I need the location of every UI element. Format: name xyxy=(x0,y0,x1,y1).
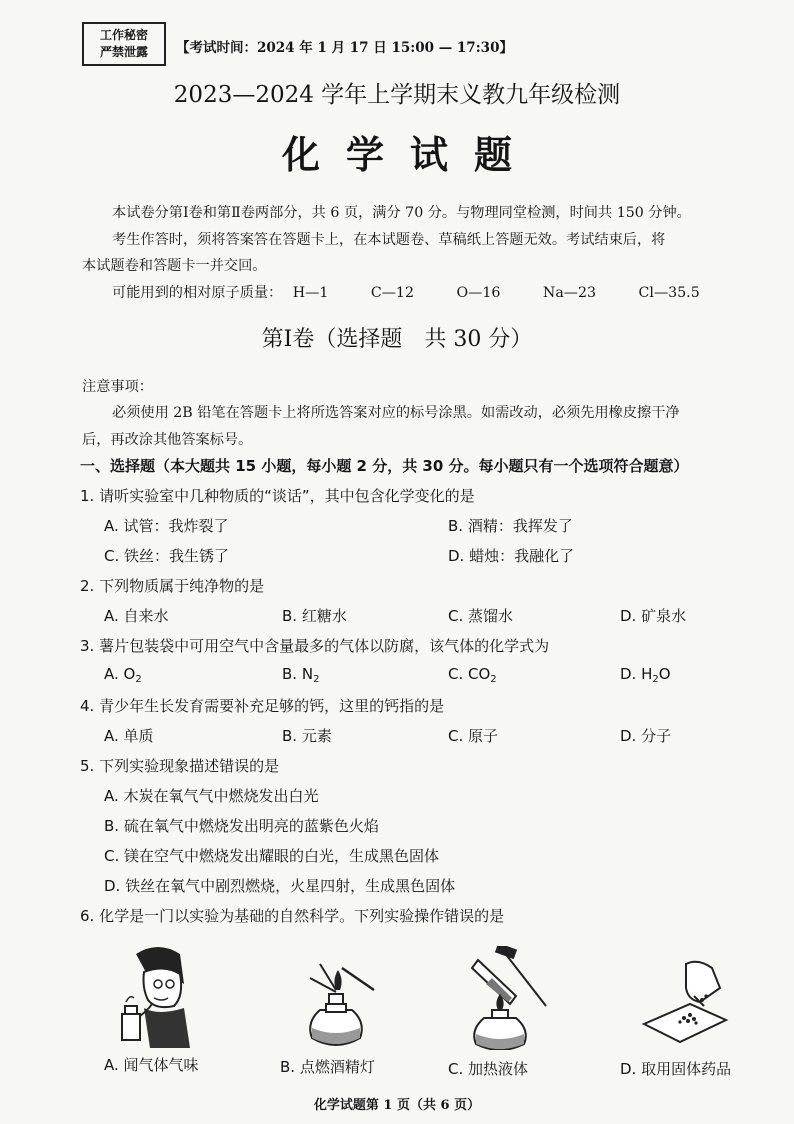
question-3-option-a xyxy=(104,665,142,685)
question-6-option-a: A. 闻气体气味 xyxy=(104,1056,199,1074)
question-2-option-b: B. 红糖水 xyxy=(282,607,347,625)
intro-paragraph-2a: 考生作答时，须将答案答在答题卡上，在本试题卷、草稿纸上答题无效。考试结束后，将 xyxy=(112,232,666,248)
question-2-option-d: D. 矿泉水 xyxy=(620,607,687,625)
atomic-masses xyxy=(112,282,738,302)
question-5-option-d: D. 铁丝在氧气中剧烈燃烧，火星四射，生成黑色固体 xyxy=(104,877,456,895)
q3-d-sub: 2 xyxy=(652,674,659,685)
solid-reagent-illustration xyxy=(640,960,730,1044)
atomic-mass-cl: Cl—35.5 xyxy=(638,285,700,301)
stamp-line-2: 严禁泄露 xyxy=(99,45,148,59)
q3-c-sub: 2 xyxy=(490,674,497,685)
question-6-option-d: D. 取用固体药品 xyxy=(620,1060,732,1078)
q3-a-text: A. O xyxy=(104,665,136,683)
question-5-option-c: C. 镁在空气中燃烧发出耀眼的白光，生成黑色固体 xyxy=(104,847,440,865)
question-2-option-a: A. 自来水 xyxy=(104,607,169,625)
question-4-option-b: B. 元素 xyxy=(282,727,332,745)
alcohol-lamp-illustration xyxy=(296,960,376,1048)
intro-paragraph-2b: 本试题卷和答题卡一并交回。 xyxy=(82,258,267,274)
question-3-option-d xyxy=(620,665,671,685)
notice-line-1: 必须使用 2B 铅笔在答题卡上将所选答案对应的标号涂黑。如需改动，必须先用橡皮擦干净 xyxy=(112,405,680,421)
question-6-option-b: B. 点燃酒精灯 xyxy=(280,1058,375,1076)
exam-subtitle: 2023—2024 学年上学期末义教九年级检测 xyxy=(173,82,621,108)
q3-c-text: C. CO xyxy=(448,665,491,683)
stamp-line-1: 工作秘密 xyxy=(99,28,148,42)
question-1-option-b: B. 酒精：我挥发了 xyxy=(448,517,573,535)
question-6-stem: 6. 化学是一门以实验为基础的自然科学。下列实验操作错误的是 xyxy=(80,907,505,925)
question-1-option-a: A. 试管：我炸裂了 xyxy=(104,517,229,535)
page-footer: 化学试题第 1 页（共 6 页） xyxy=(313,1098,481,1113)
q3-b-sub: 2 xyxy=(313,674,320,685)
part-1-heading: 一、选择题（本大题共 15 小题，每小题 2 分，共 30 分。每小题只有一个选项符合题意） xyxy=(80,457,689,475)
question-1-option-c: C. 铁丝：我生锈了 xyxy=(104,547,230,565)
notice-label: 注意事项： xyxy=(82,379,153,395)
question-1-option-d: D. 蜡烛：我融化了 xyxy=(448,547,575,565)
question-6-option-c: C. 加热液体 xyxy=(448,1060,529,1078)
q3-a-sub: 2 xyxy=(135,674,142,685)
atomic-mass-c: C—12 xyxy=(370,285,414,301)
page-title: 化学试题 xyxy=(281,133,538,177)
section-title: 第Ⅰ卷（选择题 共 30 分） xyxy=(261,327,533,352)
question-2-stem: 2. 下列物质属于纯净物的是 xyxy=(80,577,265,595)
q3-d-post: O xyxy=(658,665,671,683)
atomic-mass-na: Na—23 xyxy=(542,285,597,301)
atomic-masses-label: 可能用到的相对原子质量： xyxy=(112,285,283,301)
notice-line-2: 后，再改涂其他答案标号。 xyxy=(82,432,253,448)
exam-time: 【考试时间：2024 年 1 月 17 日 15:00 — 17:30】 xyxy=(176,40,513,56)
question-3-option-c xyxy=(448,665,497,685)
atomic-mass-h: H—1 xyxy=(292,285,329,301)
question-3-option-b xyxy=(282,665,319,685)
intro-paragraph-1: 本试卷分第Ⅰ卷和第Ⅱ卷两部分，共 6 页，满分 70 分。与物理同堂检测，时间共 150 分钟。 xyxy=(112,205,691,221)
question-4-option-c: C. 原子 xyxy=(448,727,499,745)
question-4-option-a: A. 单质 xyxy=(104,727,154,745)
question-2-option-c: C. 蒸馏水 xyxy=(448,607,514,625)
question-1-stem: 1. 请听实验室中几种物质的“谈话”，其中包含化学变化的是 xyxy=(80,487,475,505)
q3-d-text: D. H xyxy=(620,665,653,683)
q3-b-text: B. N xyxy=(282,665,314,683)
question-5-option-a: A. 木炭在氧气气中燃烧发出白光 xyxy=(104,787,319,805)
question-4-option-d: D. 分子 xyxy=(620,727,672,745)
smell-gas-illustration xyxy=(118,944,198,1048)
confidential-stamp xyxy=(82,22,166,66)
atomic-mass-o: O—16 xyxy=(456,285,501,301)
question-4-stem: 4. 青少年生长发育需要补充足够的钙，这里的钙指的是 xyxy=(80,697,445,715)
heating-liquid-illustration xyxy=(462,946,552,1050)
question-5-stem: 5. 下列实验现象描述错误的是 xyxy=(80,757,280,775)
question-5-option-b: B. 硫在氧气中燃烧发出明亮的蓝紫色火焰 xyxy=(104,817,379,835)
question-3-stem: 3. 薯片包装袋中可用空气中含量最多的气体以防腐，该气体的化学式为 xyxy=(80,637,550,655)
